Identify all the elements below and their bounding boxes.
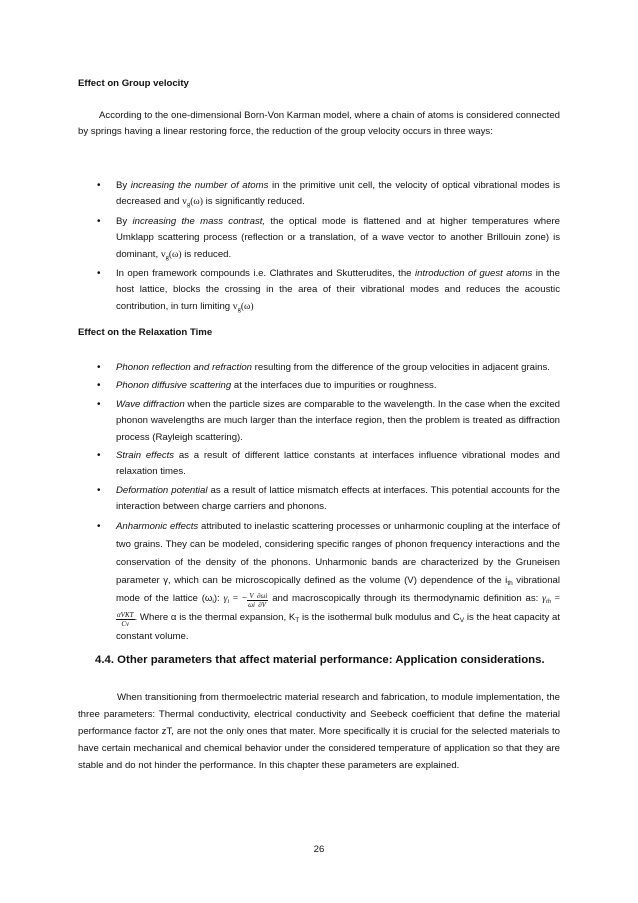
fraction: $\frac{\text{αVKT}}{Cv}$ — [117, 610, 134, 628]
final-paragraph: When transitioning from thermoelectric material research and fabrication, to module implementation, the three parameters: Thermal conductivity, electrical conductivity and Seebeck coefficient that define the material performance factor zT, are not the only ones that mater. More specifically it is crucial for the selected materials to have certain mechanical and chemical behavior under the considered temperature of application so that they are stable and do not hinder the performance. In this chapter these parameters are explained. — [78, 692, 560, 771]
page-number: 26 — [313, 844, 325, 855]
intro-paragraph: According to the one-dimensional Born-Von Karman model, where a chain of atoms is considered connected by springs having a linear restoring force, the reduction of the group velocity occurs in three ways: — [78, 110, 560, 138]
group-velocity-list — [95, 178, 560, 315]
fraction: $\frac{V}{\omega i}$ — [248, 591, 255, 609]
section-heading: 4.4. Other parameters that affect material performance: Application considerations. — [95, 654, 545, 666]
heading-relaxation-time: Effect on the Relaxation Time — [78, 327, 213, 338]
list-item: • Strain effects as a result of different lattice constants at interfaces influence vibrational modes and relaxation times. — [95, 448, 560, 481]
list-item: • Anharmonic effects attributed to inelastic scattering processes or unharmonic coupling at the interface of two grains. They can be modeled, considering specific ranges of phonon frequency interactions and the conservation of the density of the phonons. Unharmonic bands are characterized by the Gruneisen parameter γ, which can be microscopically defined as the volume (V) dependence of the $i_{th}$ vibrational mode of the lattice $(\omega_i)$: $\gamma_i$ = − $\frac{V}{\omega i}$ $\frac{\partial\omega i}{\partial V}$ and macroscopically through its thermodynamic definition as: $\gamma_{th}$ = $\frac{\text{αVKT}}{Cv}$ . Where α is the thermal expansion, $K_T$ is the isothermal bulk modulus and $C_V$ is the heat capacity at constant volume. — [95, 518, 560, 646]
list-item: • Phonon diffusive scattering at the interfaces due to impurities or roughness. — [95, 378, 560, 394]
list-item: • Wave diffraction when the particle sizes are comparable to the wavelength. In the case when the excited phonon wavelengths are much larger than the interface region, then the problem is treated as diffraction process (Rayleigh scattering). — [95, 397, 560, 446]
list-item: • Deformation potential as a result of lattice mismatch effects at interfaces. This potential accounts for the interaction between charge carriers and phonons. — [95, 483, 560, 516]
relaxation-time-list — [95, 360, 560, 646]
list-item: • By increasing the mass contrast, the optical mode is flattened and at higher temperatures where Umklapp scattering process (reflection or a translation, of a wave vector to another Brillouin zone) is dominant, $v_g(\omega)$ is reduced. — [95, 214, 560, 263]
list-item: • In open framework compounds i.e. Clathrates and Skutterudites, the introduction of guest atoms in the host lattice, blocks the crossing in the area of their vibrational modes and reduces the acoustic contribution, in turn limiting $v_g(\omega)$ — [95, 266, 560, 315]
list-item: • Phonon reflection and refraction resulting from the difference of the group velocities in adjacent grains. — [95, 360, 560, 376]
fraction: $\frac{\partial\omega i}{\partial V}$ — [257, 591, 268, 609]
list-item: • By increasing the number of atoms in the primitive unit cell, the velocity of optical vibrational modes is decreased and $v_g(\omega)$ is significantly reduced. — [95, 178, 560, 211]
heading-group-velocity: Effect on Group velocity — [78, 78, 189, 89]
